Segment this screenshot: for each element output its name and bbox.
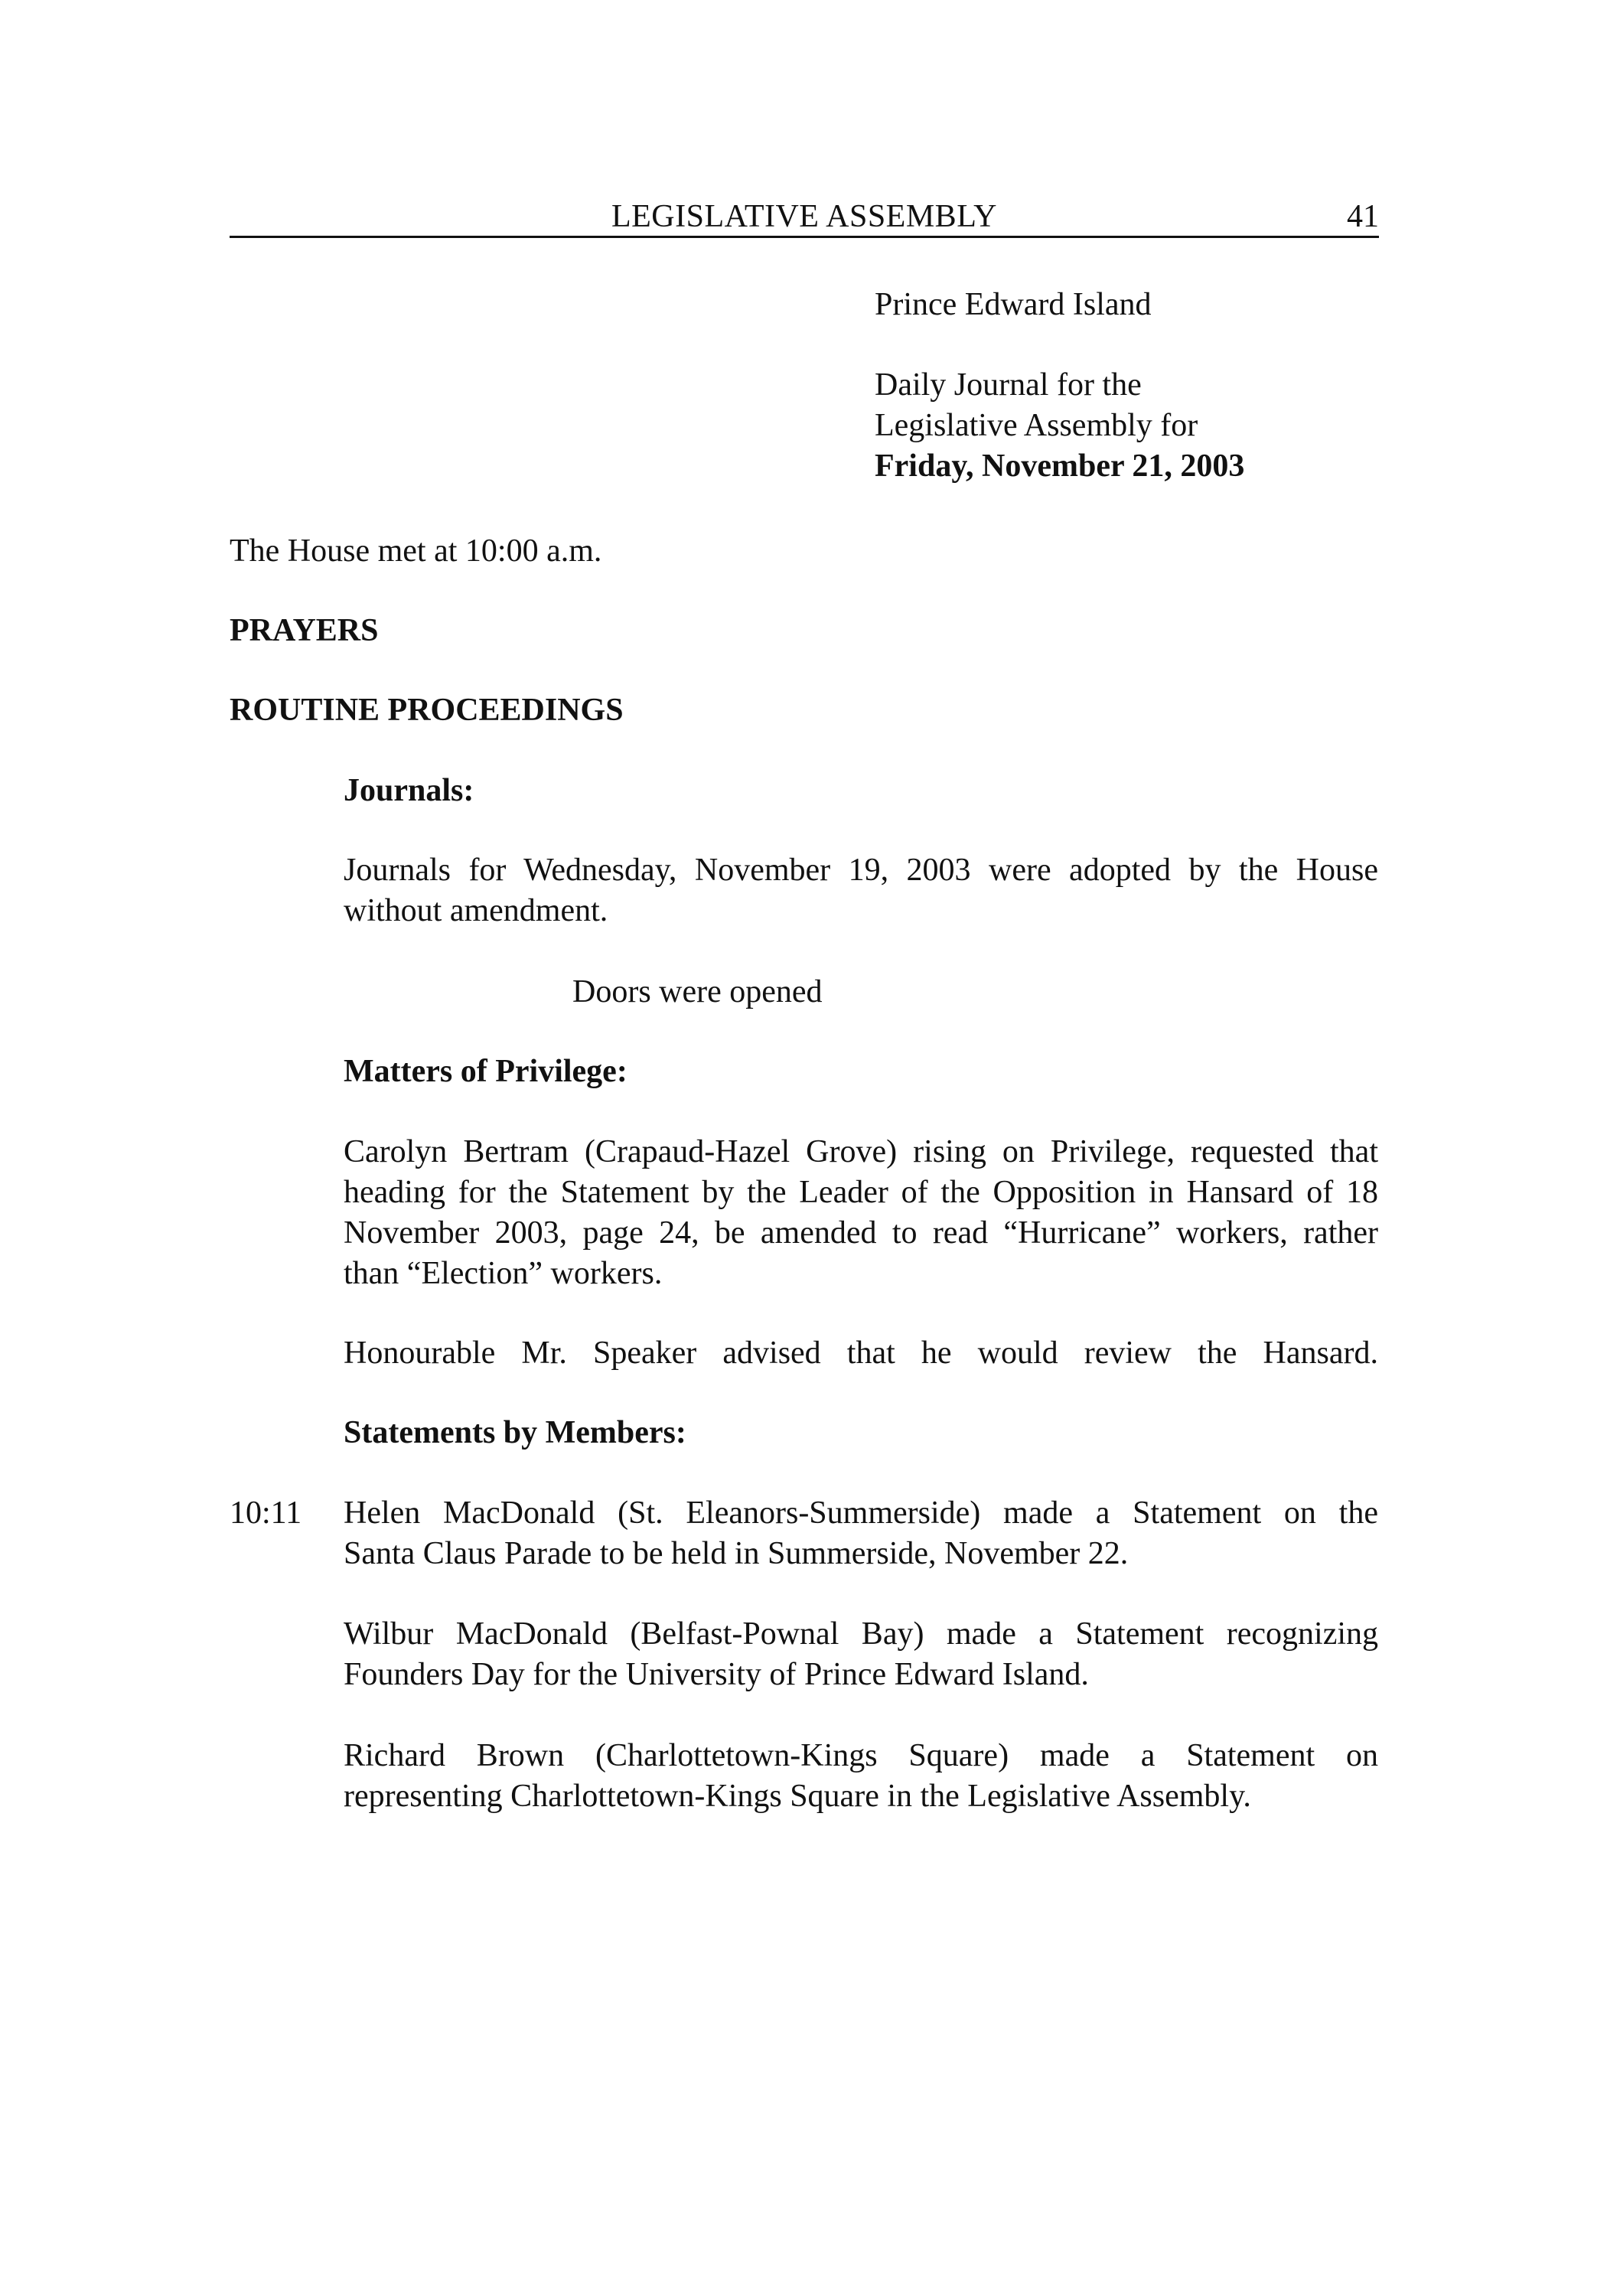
statement-line: Helen MacDonald (St. Eleanors-Summerside) made a Statement on the bbox=[344, 1495, 1378, 1531]
header-title: LEGISLATIVE ASSEMBLY bbox=[611, 199, 997, 234]
journal-date: Friday, November 21, 2003 bbox=[875, 448, 1245, 484]
journal-line-2: Legislative Assembly for bbox=[875, 408, 1198, 443]
journal-line-1: Daily Journal for the bbox=[875, 367, 1142, 403]
speaker-line: Honourable Mr. Speaker advised that he would review the Hansard. bbox=[344, 1336, 1378, 1371]
statement-wilbur-macdonald bbox=[344, 1614, 1378, 1695]
journals-line: without amendment. bbox=[344, 893, 608, 928]
heading-routine-proceedings: ROUTINE PROCEEDINGS bbox=[230, 693, 624, 728]
speaker-paragraph bbox=[344, 1333, 1378, 1374]
statement-richard-brown bbox=[344, 1736, 1378, 1817]
heading-prayers: PRAYERS bbox=[230, 613, 379, 648]
opening-text: The House met at 10:00 a.m. bbox=[230, 533, 602, 569]
heading-journals: Journals: bbox=[344, 773, 474, 808]
journals-paragraph bbox=[344, 850, 1378, 931]
privilege-line: than “Election” workers. bbox=[344, 1256, 663, 1291]
heading-statements-by-members: Statements by Members: bbox=[344, 1415, 686, 1450]
privilege-line: heading for the Statement by the Leader of the Opposition in Hansard of 18 bbox=[344, 1175, 1378, 1210]
page-number: 41 bbox=[1347, 199, 1379, 234]
statement-line: Founders Day for the University of Prince Edward Island. bbox=[344, 1657, 1089, 1692]
privilege-line: Carolyn Bertram (Crapaud-Hazel Grove) rising on Privilege, requested that bbox=[344, 1134, 1378, 1169]
province-name: Prince Edward Island bbox=[875, 287, 1152, 322]
statement-time: 10:11 bbox=[230, 1495, 302, 1531]
privilege-line: November 2003, page 24, be amended to read “Hurricane” workers, rather bbox=[344, 1215, 1378, 1251]
statement-line: Santa Claus Parade to be held in Summerside, November 22. bbox=[344, 1536, 1129, 1571]
doors-opened-note: Doors were opened bbox=[572, 974, 823, 1009]
statement-line: Richard Brown (Charlottetown-Kings Square) made a Statement on bbox=[344, 1738, 1378, 1773]
page-header bbox=[230, 197, 1379, 238]
statement-line: Wilbur MacDonald (Belfast-Pownal Bay) made a Statement recognizing bbox=[344, 1616, 1378, 1652]
statement-helen-macdonald bbox=[344, 1493, 1378, 1574]
heading-matters-of-privilege: Matters of Privilege: bbox=[344, 1054, 627, 1089]
statement-line: representing Charlottetown-Kings Square in the Legislative Assembly. bbox=[344, 1779, 1251, 1814]
privilege-paragraph bbox=[344, 1132, 1378, 1294]
journals-line: Journals for Wednesday, November 19, 2003 were adopted by the House bbox=[344, 853, 1378, 888]
